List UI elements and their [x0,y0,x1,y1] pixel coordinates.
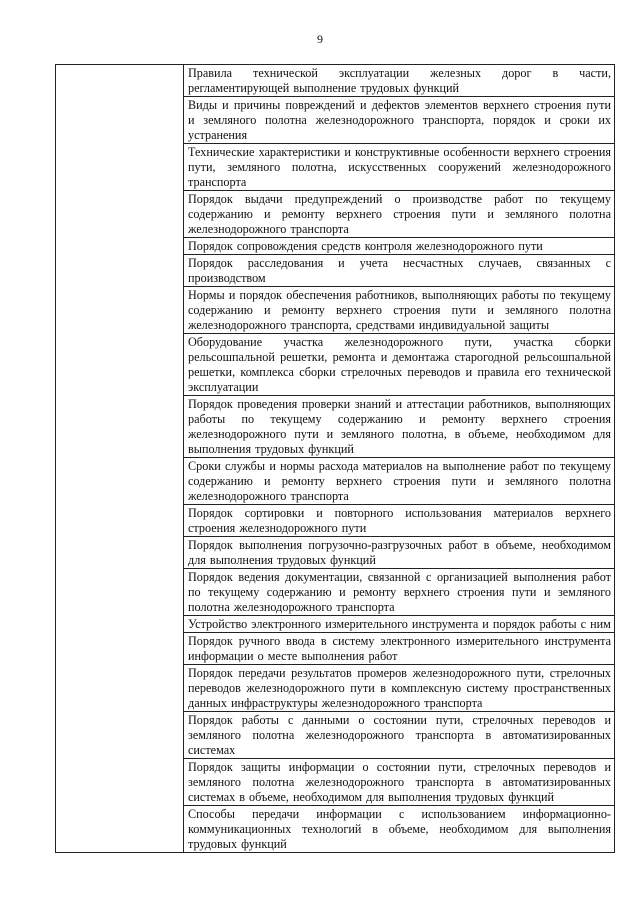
requirement-text: Сроки службы и нормы расхода материалов на выполнение работ по текущему содержанию и ремонту верхнего строения пути и земляного полотна железнодорожного транспорта [184,458,615,505]
requirement-text: Порядок выдачи предупреждений о производстве работ по текущему содержанию и ремонту верхнего строения пути и земляного полотна железнодорожного транспорта [184,191,615,238]
requirement-text: Порядок проведения проверки знаний и аттестации работников, выполняющих работы по текущему содержанию и ремонту верхнего строения железнодорожного пути и земляного полотна, в объеме, необходимом для выполнения трудовых функций [184,396,615,458]
requirement-text: Порядок расследования и учета несчастных случаев, связанных с производством [184,255,615,287]
requirement-text: Устройство электронного измерительного инструмента и порядок работы с ним [184,616,615,633]
requirement-text: Технические характеристики и конструктивные особенности верхнего строения пути, земляного полотна, искусственных сооружений железнодорожного транспорта [184,144,615,191]
requirement-text: Порядок защиты информации о состоянии пути, стрелочных переводов и земляного полотна железнодорожного транспорта в автоматизированных системах в объеме, необходимом для выполнения трудовых функций [184,759,615,806]
requirements-table [55,64,615,853]
requirement-text: Порядок выполнения погрузочно-разгрузочных работ в объеме, необходимом для выполнения трудовых функций [184,537,615,569]
requirement-text: Виды и причины повреждений и дефектов элементов верхнего строения пути и земляного полотна железнодорожного транспорта, порядок и сроки их устранения [184,97,615,144]
section-label-cell [56,65,184,853]
table-row [56,65,615,97]
requirement-text: Нормы и порядок обеспечения работников, выполняющих работы по текущему содержанию и ремонту верхнего строения пути и земляного полотна железнодорожного транспорта, средствами индивидуальной защиты [184,287,615,334]
requirement-text: Порядок работы с данными о состоянии пути, стрелочных переводов и земляного полотна железнодорожного транспорта в автоматизированных системах [184,712,615,759]
requirement-text: Способы передачи информации с использованием информационно-коммуникационных технологий в объеме, необходимом для выполнения трудовых функций [184,806,615,853]
requirement-text: Порядок ручного ввода в систему электронного измерительного инструмента информации о месте выполнения работ [184,633,615,665]
requirement-text: Порядок сопровождения средств контроля железнодорожного пути [184,238,615,255]
requirement-text: Порядок ведения документации, связанной с организацией выполнения работ по текущему содержанию и ремонту верхнего строения пути и земляного полотна железнодорожного транспорта [184,569,615,616]
requirement-text: Оборудование участка железнодорожного пути, участка сборки рельсошпальной решетки, ремонта и демонтажа старогодной рельсошпальной решетки, комплекса сборки стрелочных переводов и правила его технической эксплуатации [184,334,615,396]
requirement-text: Правила технической эксплуатации железных дорог в части, регламентирующей выполнение трудовых функций [184,65,615,97]
requirement-text: Порядок сортировки и повторного использования материалов верхнего строения железнодорожного пути [184,505,615,537]
page-number: 9 [317,32,323,46]
requirement-text: Порядок передачи результатов промеров железнодорожного пути, стрелочных переводов железнодорожного пути в комплексную систему пространственных данных инфраструктуры железнодорожного транспорта [184,665,615,712]
